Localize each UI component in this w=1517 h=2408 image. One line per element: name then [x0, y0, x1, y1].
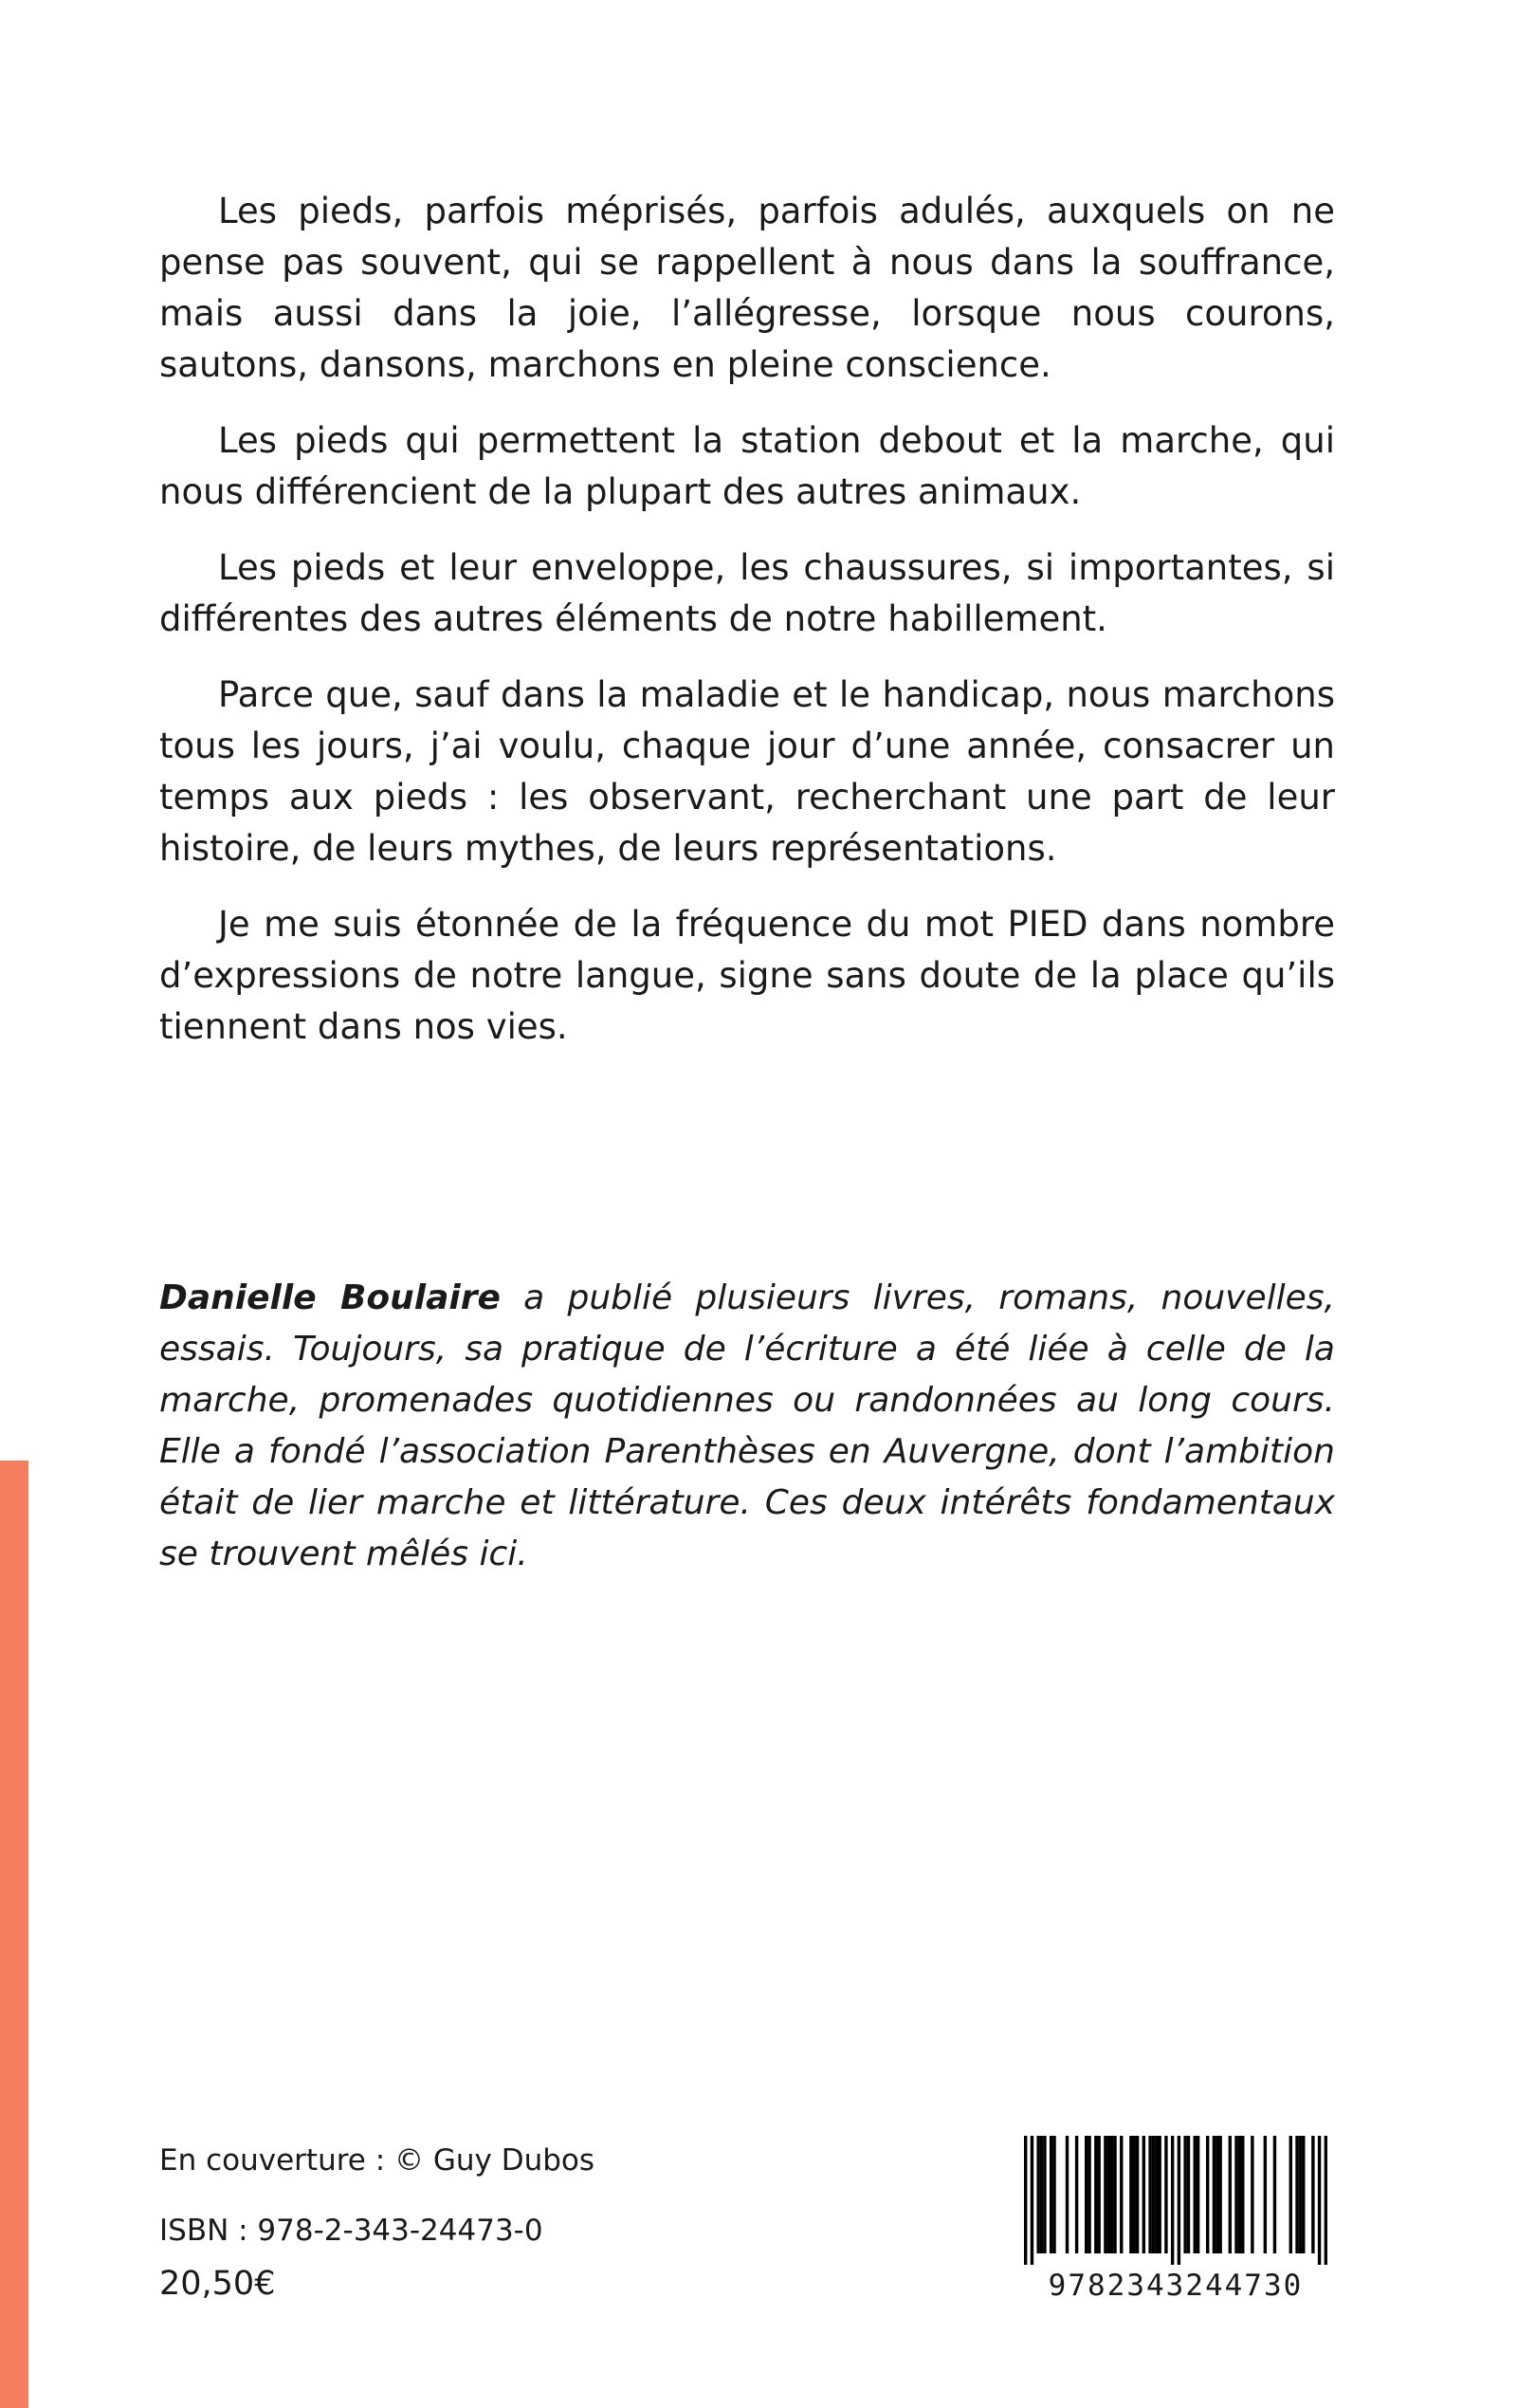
- barcode-bar: [1318, 2136, 1321, 2265]
- barcode-bar: [1148, 2136, 1151, 2253]
- price: 20,50€: [159, 2265, 276, 2303]
- back-cover-blurb: [159, 186, 1335, 1077]
- barcode-bar: [1158, 2136, 1161, 2253]
- barcode-bar: [1264, 2136, 1267, 2253]
- barcode-bar: [1234, 2136, 1237, 2253]
- barcode-bar: [1052, 2136, 1055, 2253]
- barcode-bar: [1299, 2136, 1302, 2253]
- barcode-bar: [1066, 2136, 1069, 2253]
- barcode-bar: [1107, 2136, 1110, 2253]
- barcode-bar: [1142, 2136, 1145, 2253]
- blurb-paragraph-2: Les pieds qui permettent la station debout et la marche, qui nous différencient de la plupart des autres animaux.: [159, 420, 1335, 512]
- barcode-bar: [1097, 2136, 1100, 2253]
- barcode-bar: [1036, 2136, 1039, 2253]
- barcode-bar: [1229, 2136, 1232, 2253]
- barcode-bar: [1040, 2136, 1043, 2253]
- barcode-bar: [1031, 2136, 1033, 2265]
- barcode-bar: [1155, 2136, 1158, 2253]
- barcode-bar: [1197, 2136, 1199, 2253]
- barcode-bar: [1213, 2136, 1215, 2253]
- barcode-bar: [1164, 2136, 1167, 2253]
- barcode-bar: [1171, 2136, 1174, 2265]
- barcode-bar: [1094, 2136, 1097, 2253]
- barcode-bar: [1187, 2136, 1190, 2253]
- author-bio: [159, 1273, 1335, 1580]
- barcode-bar: [1043, 2136, 1046, 2253]
- blurb-paragraph-5: Je me suis étonnée de la fréquence du mot PIED dans nombre d’expressions de notre langue, signe sans doute de la place qu’ils tiennent dans nos vies.: [159, 904, 1335, 1047]
- barcode-bar: [1178, 2136, 1180, 2265]
- barcode-bar: [1194, 2136, 1197, 2253]
- barcode-bar: [1215, 2136, 1218, 2253]
- barcode-bar: [1120, 2136, 1123, 2253]
- barcode-bar: [1050, 2136, 1052, 2253]
- cover-credit: En couverture : © Guy Dubos: [159, 2143, 595, 2178]
- barcode-bar: [1110, 2136, 1113, 2253]
- barcode-bar: [1238, 2136, 1241, 2253]
- barcode-bar: [1087, 2136, 1090, 2253]
- barcode-bar: [1251, 2136, 1253, 2253]
- barcode-bar: [1075, 2136, 1078, 2253]
- barcode-bar: [1133, 2136, 1136, 2253]
- accent-strip: [0, 1461, 28, 2408]
- blurb-paragraph-1: Les pieds, parfois méprisés, parfois adulés, auxquels on ne pense pas souvent, qui se rappellent à nous dans la souffrance, mais aussi dans la joie, l’allégresse, lorsque nous courons, sautons, dansons, marchons en pleine conscience.: [159, 191, 1335, 385]
- author-name: Danielle Boulaire: [159, 1278, 501, 1317]
- barcode-icon: [1024, 2136, 1327, 2265]
- blurb-paragraph-4: Parce que, sauf dans la maladie et le handicap, nous marchons tous les jours, j’ai voulu, chaque jour d’une année, consacrer un temps aux pieds : les observant, recherchant une part de leur histoire, de leurs mythes, de leurs représentations.: [159, 674, 1335, 869]
- isbn: ISBN : 978-2-343-24473-0: [159, 2214, 543, 2248]
- barcode-bar: [1206, 2136, 1209, 2253]
- barcode-bar: [1113, 2136, 1116, 2253]
- barcode-bar: [1295, 2136, 1298, 2253]
- barcode-digits: 9782343244730: [1048, 2269, 1304, 2303]
- blurb-paragraph-3: Les pieds et leur enveloppe, les chaussures, si importantes, si différentes des autres éléments de notre habillement.: [159, 547, 1335, 639]
- barcode-bar: [1085, 2136, 1087, 2253]
- barcode-bar: [1289, 2136, 1292, 2253]
- barcode-bar: [1218, 2136, 1221, 2253]
- barcode-bar: [1273, 2136, 1276, 2253]
- barcode-bar: [1152, 2136, 1155, 2253]
- barcode-bar: [1325, 2136, 1327, 2265]
- barcode-bar: [1024, 2136, 1027, 2265]
- credits-block: [159, 2141, 594, 2303]
- barcode-bar: [1302, 2136, 1305, 2253]
- barcode-bar: [1129, 2136, 1132, 2253]
- barcode-bar: [1241, 2136, 1244, 2253]
- barcode-bar: [1136, 2136, 1139, 2253]
- barcode-bar: [1183, 2136, 1186, 2253]
- author-bio-text: a publié plusieurs livres, romans, nouvelles, essais. Toujours, sa pratique de l’écriture a été liée à celle de la marche, promenades quotidiennes ou randonnées au long cours. Elle a fondé l’association Parenthèses en Auvergne, dont l’ambition était de lier marche et littérature. Ces deux intérêts fondamentaux se trouvent mêlés ici.: [159, 1278, 1335, 1573]
- barcode-bar: [1311, 2136, 1314, 2253]
- barcode-bar: [1104, 2136, 1106, 2253]
- barcode: [1024, 2136, 1327, 2311]
